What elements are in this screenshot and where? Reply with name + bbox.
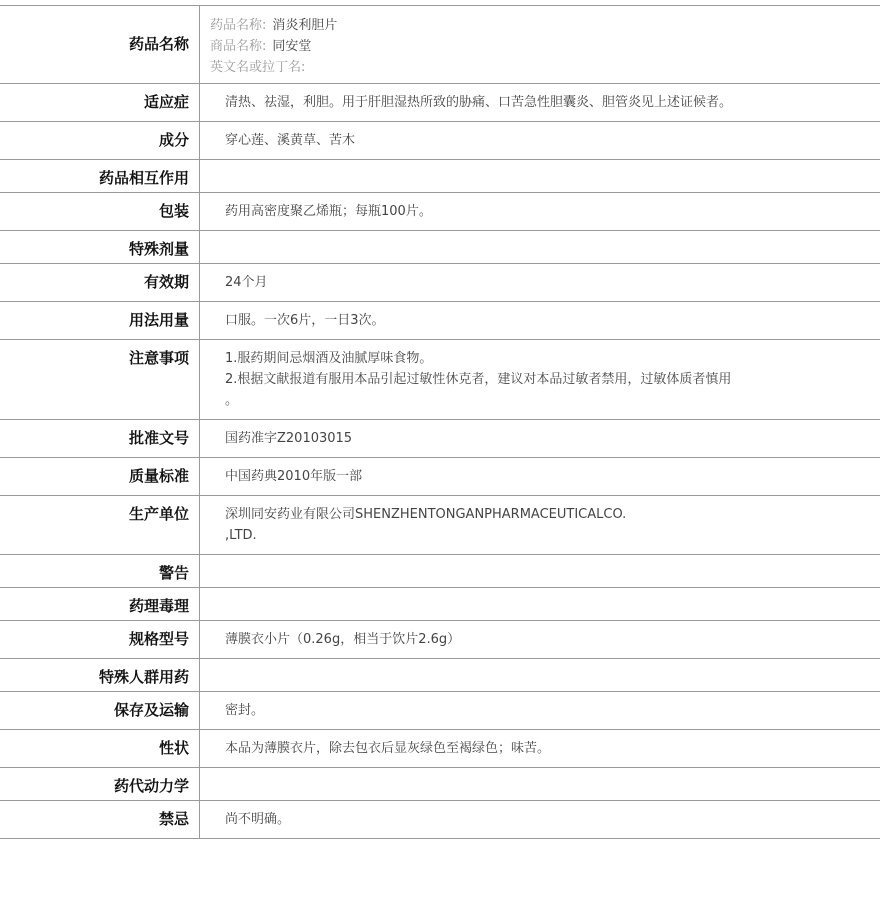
value-line: 药用高密度聚乙烯瓶；每瓶100片。 <box>225 204 432 219</box>
table-row <box>0 659 880 692</box>
name-value: 消炎利胆片 <box>272 18 338 33</box>
drug-info-table <box>0 5 880 839</box>
row-drug-name <box>0 6 880 84</box>
generic-name-line <box>210 15 880 36</box>
value-line: 薄膜衣小片（0.26g，相当于饮片2.6g） <box>225 632 461 647</box>
row-value <box>200 193 880 230</box>
row-label: 禁忌 <box>0 801 200 838</box>
table-row <box>0 160 880 193</box>
row-label: 注意事项 <box>0 340 200 419</box>
row-value <box>200 659 880 691</box>
row-label: 药品相互作用 <box>0 160 200 192</box>
table-row <box>0 302 880 340</box>
table-row <box>0 193 880 231</box>
value-line: 清热、祛湿，利胆。用于肝胆湿热所致的胁痛、口苦急性胆囊炎、胆管炎见上述证候者。 <box>225 95 733 110</box>
row-label: 规格型号 <box>0 621 200 658</box>
value-line: 深圳同安药业有限公司SHENZHENTONGANPHARMACEUTICALCO. <box>225 507 627 522</box>
row-label: 包装 <box>0 193 200 230</box>
table-row <box>0 458 880 496</box>
value-line: 口服。一次6片，一日3次。 <box>225 313 385 328</box>
row-label: 特殊人群用药 <box>0 659 200 691</box>
row-label: 警告 <box>0 555 200 587</box>
table-row <box>0 555 880 588</box>
row-label: 性状 <box>0 730 200 767</box>
value-line: 。 <box>225 393 239 408</box>
value-line: 本品为薄膜衣片，除去包衣后显灰绿色至褐绿色；味苦。 <box>225 741 551 756</box>
table-row <box>0 231 880 264</box>
table-row <box>0 692 880 730</box>
row-label: 质量标准 <box>0 458 200 495</box>
trade-name-line <box>210 36 880 57</box>
row-label: 药理毒理 <box>0 588 200 620</box>
table-row <box>0 588 880 621</box>
row-value <box>200 302 880 339</box>
name-value: 同安堂 <box>272 39 312 54</box>
row-value <box>200 768 880 800</box>
row-value <box>200 621 880 658</box>
name-key: 商品名称: <box>210 39 267 54</box>
row-value <box>200 458 880 495</box>
row-value <box>200 588 880 620</box>
row-label: 生产单位 <box>0 496 200 554</box>
value-line: ,LTD. <box>225 528 257 543</box>
value-line: 1.服药期间忌烟酒及油腻厚味食物。 <box>225 351 433 366</box>
value-line: 穿心莲、溪黄草、苦木 <box>225 133 356 148</box>
name-key: 药品名称: <box>210 18 267 33</box>
table-row <box>0 801 880 839</box>
table-row <box>0 84 880 122</box>
name-key: 英文名或拉丁名: <box>210 60 306 75</box>
table-row <box>0 621 880 659</box>
row-value <box>200 555 880 587</box>
rows-container <box>0 84 880 839</box>
row-value <box>200 231 880 263</box>
row-value <box>200 420 880 457</box>
row-value <box>200 122 880 159</box>
latin-name-line <box>210 57 880 78</box>
row-label: 有效期 <box>0 264 200 301</box>
row-value <box>200 264 880 301</box>
value-line: 中国药典2010年版一部 <box>225 469 363 484</box>
table-row <box>0 340 880 420</box>
row-label: 药代动力学 <box>0 768 200 800</box>
row-value <box>200 340 880 419</box>
row-label: 保存及运输 <box>0 692 200 729</box>
drug-names <box>200 6 880 83</box>
row-value <box>200 801 880 838</box>
row-label: 适应症 <box>0 84 200 121</box>
row-value <box>200 496 880 554</box>
row-label: 成分 <box>0 122 200 159</box>
row-label: 批准文号 <box>0 420 200 457</box>
value-line: 2.根据文献报道有服用本品引起过敏性休克者，建议对本品过敏者禁用，过敏体质者慎用 <box>225 372 732 387</box>
table-row <box>0 496 880 555</box>
table-row <box>0 730 880 768</box>
row-value <box>200 160 880 192</box>
value-line: 国药准字Z20103015 <box>225 431 353 446</box>
row-value <box>200 84 880 121</box>
row-label: 药品名称 <box>0 6 200 83</box>
table-row <box>0 122 880 160</box>
row-label: 用法用量 <box>0 302 200 339</box>
row-value <box>200 692 880 729</box>
table-row <box>0 264 880 302</box>
row-value <box>200 730 880 767</box>
value-line: 密封。 <box>225 703 265 718</box>
table-row <box>0 768 880 801</box>
table-row <box>0 420 880 458</box>
row-label: 特殊剂量 <box>0 231 200 263</box>
value-line: 24个月 <box>225 275 268 290</box>
value-line: 尚不明确。 <box>225 812 291 827</box>
